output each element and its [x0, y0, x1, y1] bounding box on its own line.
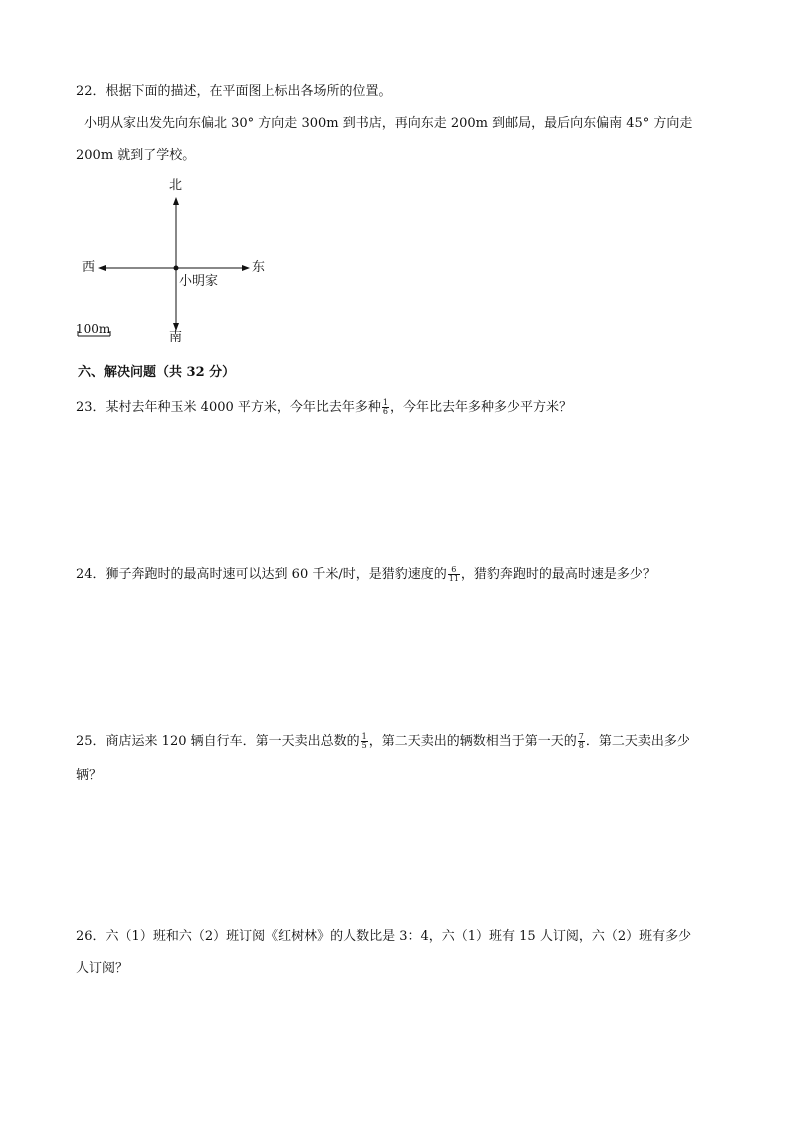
q23-text — [76, 399, 572, 417]
q24-text — [76, 566, 656, 584]
q23-text-after: ，今年比去年多种多少平方米？ — [390, 400, 573, 415]
q24-fraction — [448, 566, 460, 583]
q25-frac1-den: 5 — [361, 741, 367, 750]
scale-label: 100m — [76, 322, 111, 336]
q25-part2: ，第二天卖出的辆数相当于第一天的 — [368, 734, 577, 749]
east-arrow — [242, 265, 250, 271]
q24-frac-num: 6 — [448, 566, 460, 575]
q25-part1: 25．商店运来 120 辆自行车．第一天卖出总数的 — [76, 734, 360, 749]
q25-text-line1 — [76, 733, 690, 751]
q25-frac2-num: 7 — [578, 732, 584, 741]
south-label: 南 — [169, 330, 183, 345]
west-arrow — [98, 265, 106, 271]
west-label: 西 — [82, 260, 96, 275]
north-arrow — [173, 197, 179, 205]
q23-frac-num: 1 — [382, 398, 388, 407]
compass-diagram — [76, 175, 276, 350]
q25-part3: ．第二天卖出多少 — [585, 734, 690, 749]
q25-fraction-1 — [361, 733, 368, 750]
q26-text-line1: 26．六（1）班和六（2）班订阅《红树林》的人数比是 3：4，六（1）班有 15 人订阅，六（2）班有多少 — [76, 929, 692, 944]
q25-fraction-2 — [578, 733, 585, 750]
q25-frac2-den: 8 — [578, 741, 584, 750]
q22-text-line2: 200m 就到了学校。 — [76, 148, 196, 163]
q24-text-after: ，猎豹奔跑时的最高时速是多少？ — [460, 567, 656, 582]
q25-text-line2: 辆？ — [76, 768, 103, 783]
q22-title: 22．根据下面的描述，在平面图上标出各场所的位置。 — [76, 84, 392, 99]
north-label: 北 — [169, 178, 183, 193]
q26-text-line2: 人订阅？ — [76, 961, 129, 976]
section-6-title: 六、解决问题（共 32 分） — [78, 365, 236, 380]
east-label: 东 — [252, 260, 266, 275]
q22-text-line1: 小明从家出发先向东偏北 30° 方向走 300m 到书店，再向东走 200m 到邮局，最后向东偏南 45° 方向走 — [84, 116, 693, 131]
q24-frac-den: 11 — [448, 574, 459, 583]
q23-frac-den: 6 — [382, 407, 388, 416]
home-point — [174, 266, 179, 271]
q23-text-before: 23．某村去年种玉米 4000 平方米，今年比去年多种 — [76, 400, 381, 415]
q25-frac1-num: 1 — [361, 732, 367, 741]
q24-text-before: 24．狮子奔跑时的最高时速可以达到 60 千米/时，是猎豹速度的 — [76, 567, 447, 582]
home-label: 小明家 — [179, 274, 219, 289]
q23-fraction — [382, 399, 389, 416]
